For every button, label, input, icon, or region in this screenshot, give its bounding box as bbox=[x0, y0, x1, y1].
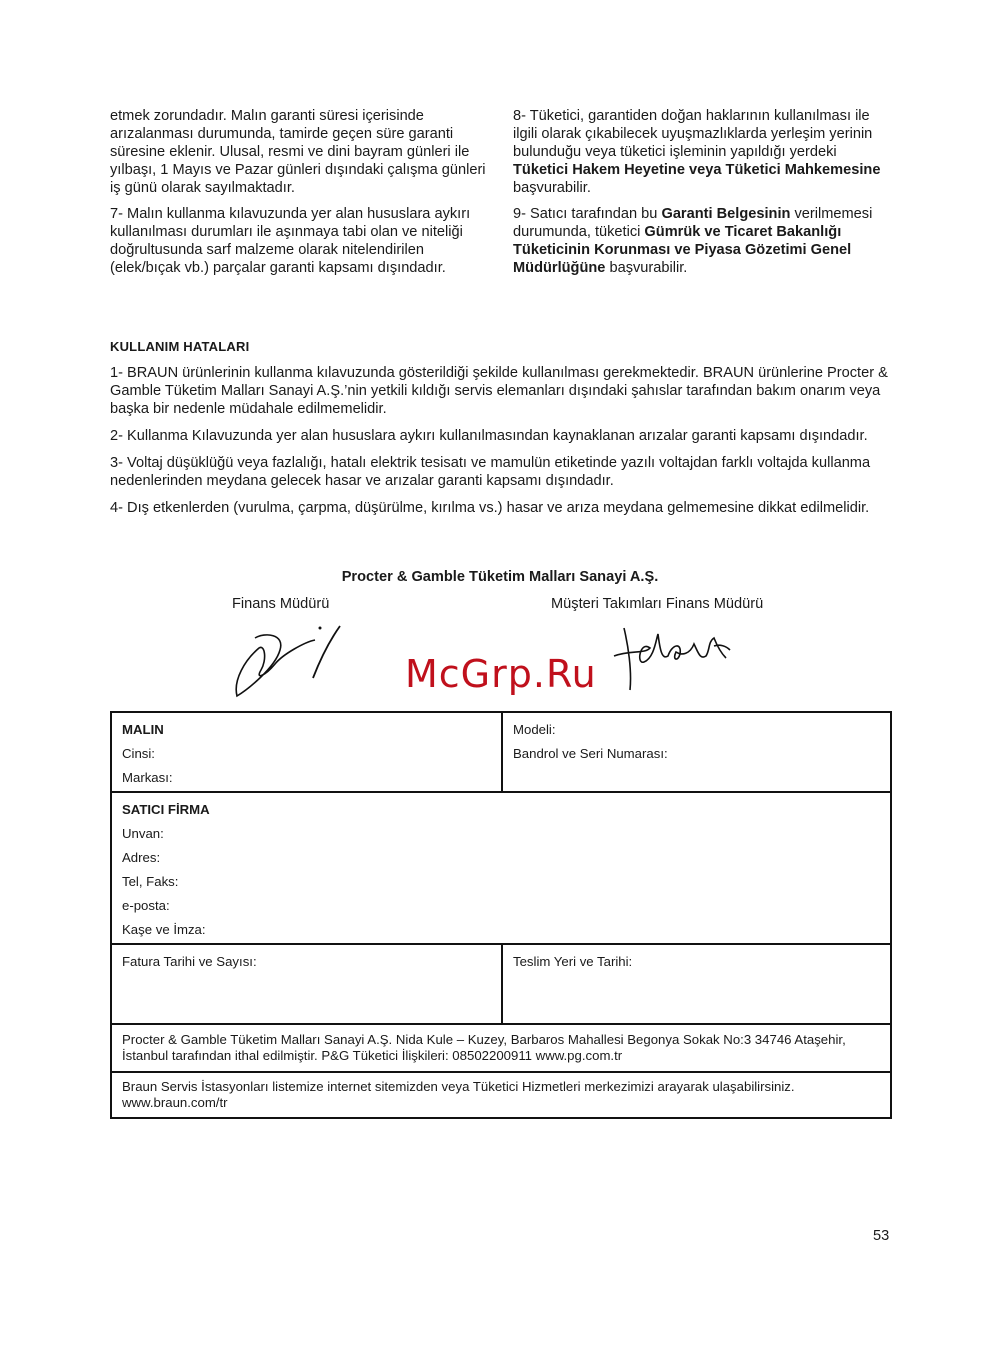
form-row-service bbox=[112, 1073, 890, 1117]
form-row-seller bbox=[112, 793, 890, 945]
form-divider bbox=[501, 945, 503, 1023]
watermark-text: McGrp.Ru bbox=[405, 652, 597, 696]
usage-errors-list bbox=[110, 364, 900, 526]
usage-error-item: 4- Dış etkenlerden (vurulma, çarpma, düşürülme, kırılma vs.) hasar ve arıza meydana gelmemesine dikkat edilmelidir. bbox=[110, 500, 870, 516]
seller-phone-label: Tel, Faks: bbox=[122, 874, 179, 889]
service-note: Braun Servis İstasyonları listemize internet sitemizden veya Tüketici Hizmetleri merkezimizi arayarak ulaşabilirsiniz. www.braun.com/tr bbox=[122, 1079, 795, 1110]
seller-address-label: Adres: bbox=[122, 850, 161, 865]
form-row-product bbox=[112, 713, 890, 793]
importer-note: Procter & Gamble Tüketim Malları Sanayi A.Ş. Nida Kule – Kuzey, Barbaros Mahallesi Begonya Sokak No:3 34746 Ataşehir, İstanbul tarafından ithal edilmiştir. P&G Tüketici İlişkileri: 08502200911 www.pg.com.tr bbox=[122, 1032, 846, 1063]
seller-title-label: Unvan: bbox=[122, 826, 164, 841]
seller-email-label: e-posta: bbox=[122, 898, 170, 913]
delivery-label: Teslim Yeri ve Tarihi: bbox=[513, 954, 633, 969]
product-heading: MALIN bbox=[122, 722, 164, 737]
usage-error-item: 1- BRAUN ürünlerinin kullanma kılavuzunda gösterildiği şekilde kullanılması gerekmektedir. BRAUN ürünlerine Procter & Gamble Tüketim Malları Sanayi A.Ş.’nin yetkili kıldığı servis elemanları dışındaki şahıslar tarafından bakım onarım veya başka bir nedenle müdahale edilmemelidir. bbox=[110, 365, 888, 417]
warranty-paragraph-9: 9- Satıcı tarafından bu Garanti Belgesinin verilmemesi durumunda, tüketici Gümrük ve Ticaret Bakanlığı Tüketicinin Korunması ve Piyasa Gözetimi Genel Müdürlüğüne başvurabilir. bbox=[513, 206, 873, 276]
product-serial-label: Bandrol ve Seri Numarası: bbox=[513, 746, 668, 761]
product-brand-label: Markası: bbox=[122, 770, 173, 785]
usage-errors-heading: KULLANIM HATALARI bbox=[110, 339, 250, 354]
form-row-invoice bbox=[112, 945, 890, 1025]
signer-role-customer-finance: Müşteri Takımları Finans Müdürü bbox=[551, 596, 764, 612]
warranty-paragraph-8: 8- Tüketici, garantiden doğan haklarının kullanılması ile ilgili olarak çıkabilecek uyuşmazlıklarda yerleşim yerinin bulunduğu veya tüketici işleminin yapıldığı yerdeki Tüketici Hakem Heyetine veya Tüketici Mahkemesine başvurabilir. bbox=[513, 108, 881, 196]
form-row-importer bbox=[112, 1025, 890, 1073]
page-number: 53 bbox=[873, 1228, 890, 1244]
usage-error-item: 3- Voltaj düşüklüğü veya fazlalığı, hatalı elektrik tesisatı ve mamulün etiketinde yazılı voltajdan farklı voltajda kullanma nedenlerinden meydana gelecek hasar ve arızalar garanti kapsamı dışındadır. bbox=[110, 455, 871, 489]
left-column bbox=[110, 107, 492, 277]
usage-error-item: 2- Kullanma Kılavuzunda yer alan hususlara aykırı kullanılmasından kaynaklanan arızalar garanti kapsamı dışındadır. bbox=[110, 428, 868, 444]
seller-stamp-label: Kaşe ve İmza: bbox=[122, 922, 206, 937]
product-model-label: Modeli: bbox=[513, 722, 556, 737]
warranty-paragraph-7: 7- Malın kullanma kılavuzunda yer alan hususlara aykırı kullanılması durumları ile aşınmaya tabi olan ve niteliği doğrultusunda sarf malzeme olarak nitelendirilen (elek/bıçak vb.) parçalar garanti kapsamı dışındadır. bbox=[110, 206, 471, 276]
seller-heading: SATICI FİRMA bbox=[122, 802, 210, 817]
signature-left bbox=[225, 620, 355, 700]
warranty-form bbox=[110, 711, 892, 1119]
company-name: Procter & Gamble Tüketim Malları Sanayi A.Ş. bbox=[341, 569, 659, 585]
signature-right bbox=[610, 620, 750, 695]
signer-role-finance: Finans Müdürü bbox=[232, 596, 330, 612]
product-type-label: Cinsi: bbox=[122, 746, 155, 761]
warranty-paragraph-6-cont: etmek zorundadır. Malın garanti süresi içerisinde arızalanması durumunda, tamirde geçen süre garanti süresine eklenir. Ulusal, resmi ve dini bayram günleri ile yılbaşı, 1 Mayıs ve Pazar günleri dışındaki çalışma günleri iş günü olarak sayılmaktadır. bbox=[110, 108, 486, 196]
form-divider bbox=[501, 713, 503, 791]
right-column bbox=[513, 107, 893, 277]
invoice-label: Fatura Tarihi ve Sayısı: bbox=[122, 954, 257, 969]
